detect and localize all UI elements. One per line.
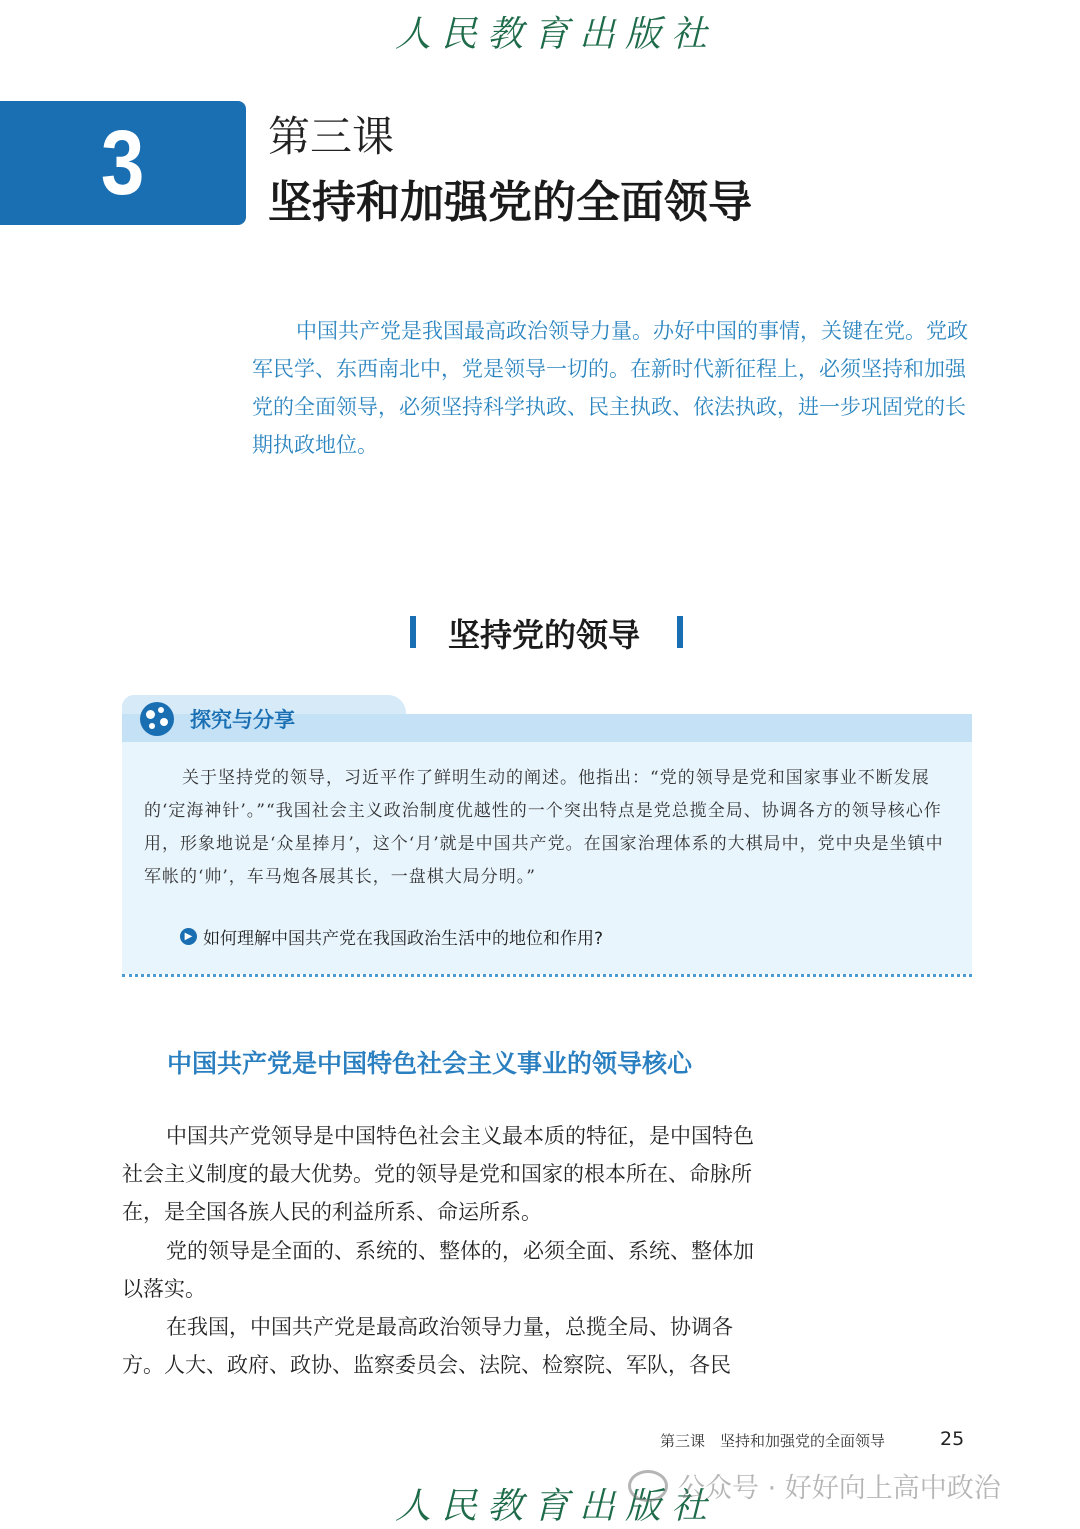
subheading: 中国共产党是中国特色社会主义事业的领导核心 [167, 1049, 693, 1078]
page-number: 25 [940, 1428, 965, 1450]
arrow-right-icon: ▶ [180, 928, 197, 945]
paragraph: 在我国，中国共产党是最高政治领导力量，总揽全局、协调各方。人大、政府、政协、监察委员会、法院、检察院、军队，各民 [122, 1315, 733, 1378]
lesson-intro: 中国共产党是我国最高政治领导力量。办好中国的事情，关键在党。党政军民学、东西南北中，党是领导一切的。在新时代新征程上，必须坚持和加强党的全面领导，必须坚持科学执政、民主执政、依法执政，进一步巩固党的长期执政地位。 [252, 319, 968, 457]
publisher-logo-bottom: 人民教育出版社 [395, 1486, 718, 1527]
publisher-logo-top: 人民教育出版社 [395, 14, 718, 55]
paragraph: 中国共产党领导是中国特色社会主义最本质的特征，是中国特色社会主义制度的最大优势。党的领导是党和国家的根本所在、命脉所在，是全国各族人民的利益所系、命运所系。 [122, 1124, 754, 1225]
lesson-label: 第三课 [268, 112, 395, 161]
explore-title: 探究与分享 [190, 708, 295, 732]
dotted-divider [122, 974, 972, 977]
section-bar-left [410, 616, 416, 648]
footer-lesson-title: 第三课 坚持和加强党的全面领导 [660, 1432, 886, 1450]
watermark-text: 公众号 · 好好向上高中政治 [678, 1473, 1001, 1504]
explore-question-row [180, 924, 603, 949]
explore-quote: 关于坚持党的领导，习近平作了鲜明生动的阐述。他指出：“党的领导是党和国家事业不断发展的‘定海神针’。”“我国社会主义政治制度优越性的一个突出特点是党总揽全局、协调各方的领导核心作用，形象地说是‘众星捧月’，这个‘月’就是中国共产党。在国家治理体系的大棋局中，党中央是坐镇中军帐的‘帅’，车马炮各展其长，一盘棋大局分明。” [144, 768, 944, 887]
section-title: 坚持党的领导 [448, 616, 641, 654]
body-text [122, 1117, 756, 1384]
watermark [628, 1466, 1001, 1505]
paragraph: 党的领导是全面的、系统的、整体的，必须全面、系统、整体加以落实。 [122, 1238, 754, 1301]
wechat-icon [628, 1470, 668, 1502]
lesson-number-badge [0, 101, 246, 225]
lesson-number: 3 [101, 111, 145, 214]
explore-icon [140, 702, 174, 736]
lesson-title: 坚持和加强党的全面领导 [268, 177, 752, 228]
section-bar-right [677, 616, 683, 648]
explore-question: 如何理解中国共产党在我国政治生活中的地位和作用? [203, 929, 604, 949]
